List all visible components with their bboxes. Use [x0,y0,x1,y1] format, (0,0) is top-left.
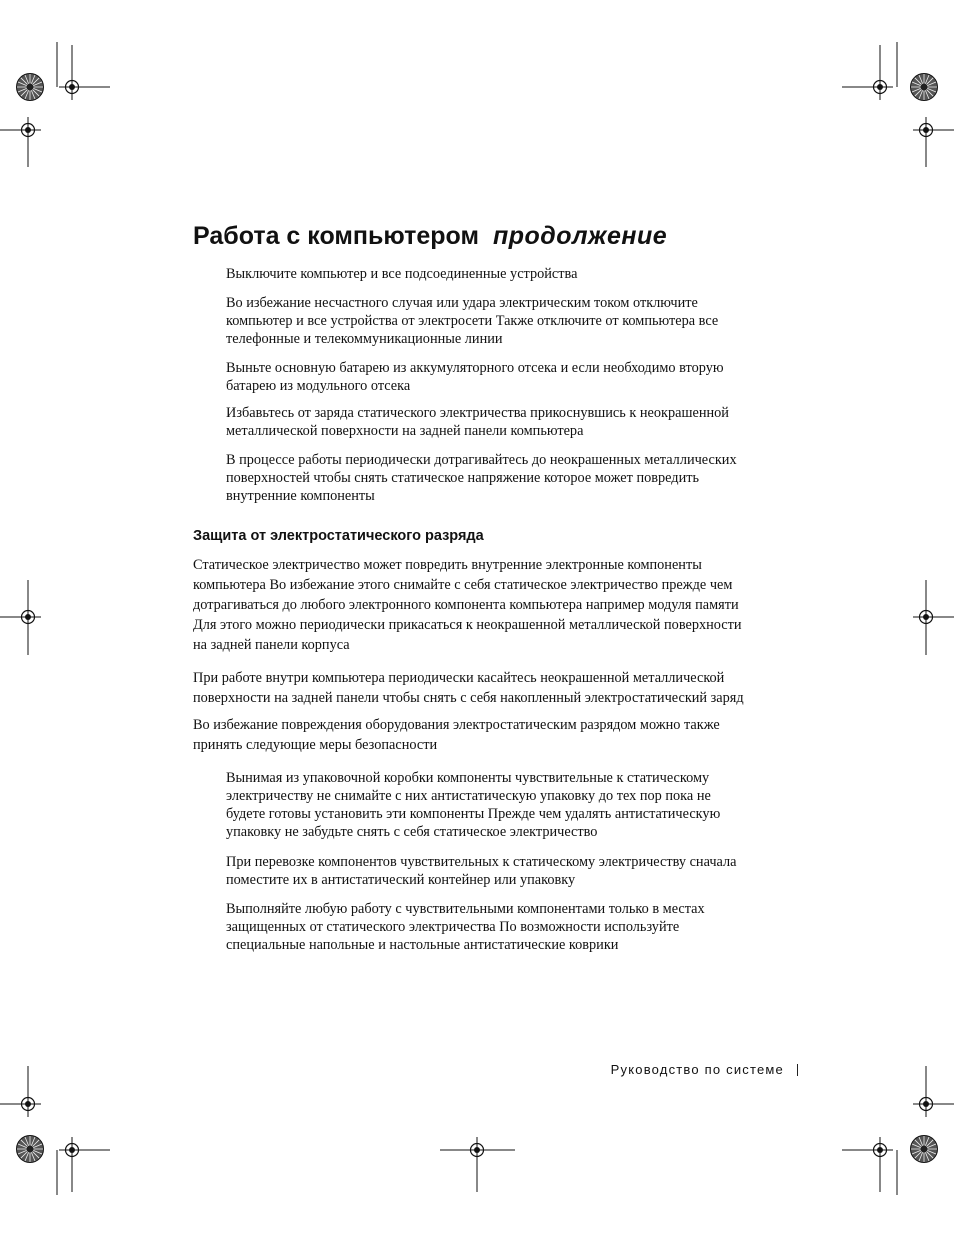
registration-rosette-icon [17,74,44,101]
registration-mark-icon [15,1091,41,1117]
page-title-suffix: продолжение [492,222,668,250]
step-item: В процессе работы периодически дотрагивайтесь до неокрашенных металлических поверхностей чтобы снять статическое напряжение которое может повредить внутренние компоненты [226,452,737,504]
step-item: Выньте основную батарею из аккумуляторного отсека и если необходимо вторую батарею из модульного отсека [226,360,724,394]
step-item: Избавьтесь от заряда статического электричества прикоснувшись к неокрашенной металлической поверхности на задней панели компьютера [226,405,729,439]
page-title-main: Работа с компьютером [193,222,479,250]
list-item: Вынимая из упаковочной коробки компоненты чувствительные к статическому электричеству не снимайте с них антистатическую упаковку до тех пор пока не будете готовы установить эти компоненты Прежде чем удалять антистатическую упаковку не забудьте снять с себя статическое электричество [226,770,721,840]
registration-mark-icon [15,117,41,143]
body-paragraph: Статическое электричество может повредить внутренние электронные компоненты компьютера Во избежание этого снимайте с себя статическое электричество прежде чем дотрагиваться до любого электронного компонента компьютера например модуля памяти Для этого можно периодически прикасаться к неокрашенной металлической поверхности на задней панели корпуса [193,557,742,653]
step-item: Выключите компьютер и все подсоединенные устройства [226,266,578,282]
page-title [193,222,667,251]
footer-divider [797,1064,798,1076]
list-item: При перевозке компонентов чувствительных к статическому электричеству сначала поместите их в антистатический контейнер или упаковку [226,854,737,888]
step-item: Во избежание несчастного случая или удара электрическим током отключите компьютер и все устройства от электросети Также отключите от компьютера все телефонные и телекоммуникационные линии [226,295,719,347]
registration-rosette-icon [17,1136,44,1163]
body-paragraph: При работе внутри компьютера периодически касайтесь неокрашенной металлической поверхности на задней панели чтобы снять с себя накопленный электростатический заряд [193,670,744,706]
page-footer: Руководство по системе [610,1062,784,1077]
list-item: Выполняйте любую работу с чувствительными компонентами только в местах защищенных от статического электричества По возможности используйте специальные напольные и настольные антистатические коврики [226,901,705,953]
section-heading: Защита от электростатического разряда [193,528,484,544]
registration-rosette-icon [911,1136,938,1163]
registration-mark-icon [913,117,939,143]
registration-mark-icon [913,1091,939,1117]
registration-rosette-icon [911,74,938,101]
body-paragraph: Во избежание повреждения оборудования электростатическим разрядом можно также принять следующие меры безопасности [193,717,720,753]
